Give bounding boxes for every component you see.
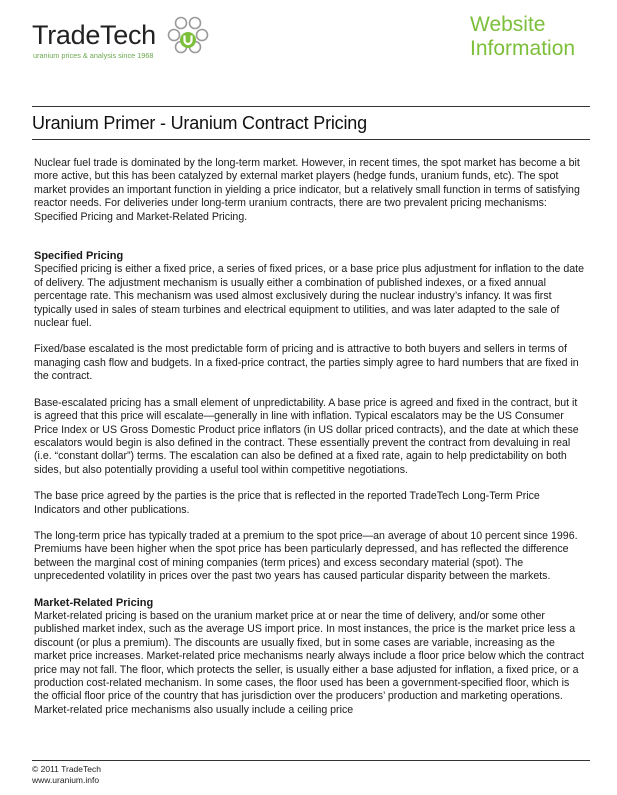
specified-paragraph-3: Base-escalated pricing has a small element of unpredictability. A base price is agreed and fixed in the contract, but it is agreed that this price will escalate—generally in line with inflation. Typical escalators may be the US Consumer Price Index or US Gross Domestic Product price inflators (in US dollar priced contracts), and the date at which these escalators would begin is also defined in the contract. These essentially prevent the contract from devaluing in real (i.e. “constant dollar”) terms. The escalation can also be defined at a fixed rate, again to help predictability on both sides, but also potentially providing a useful tool within competitive negotiations. — [34, 396, 579, 476]
logo-name: TradeTech — [32, 20, 156, 50]
site-info-label — [470, 13, 575, 61]
market-paragraph-1: Market-related pricing is based on the uranium market price at or near the time of delivery, and/or some other published market index, such as the average US import price. In most instances, the price is the market price less a discount (or plus a premium). The discounts are usually fixed, but in some cases are variable, increasing as the market price increases. Market-related price mechanisms nearly always include a floor price below which the contract price may not fall. The floor, which protects the seller, is usually either a base adjusted for inflation, a fixed price, or a production cost-related mechanism. In some cases, the floor used has been a government-specified floor, which is the official floor price of the country that has jurisdiction over the producers’ production and marketing operations. Market-related price mechanisms also usually include a ceiling price — [34, 609, 584, 716]
document-title: Uranium Primer - Uranium Contract Pricing — [32, 113, 367, 133]
footer-website-link[interactable]: www.uranium.info — [32, 775, 100, 785]
specified-paragraph-4: The base price agreed by the parties is the price that is reflected in the reported TradeTech Long-Term Price Indicators and other publications. — [34, 490, 540, 516]
specified-paragraph-2: Fixed/base escalated is the most predictable form of pricing and is attractive to both buyers and sellers in terms of managing cash flow and budgets. In a fixed-price contract, the parties simply agree to hard numbers that are fixed in the contract. — [34, 343, 579, 383]
header-divider — [32, 106, 590, 107]
specified-paragraph-1: Specified pricing is either a fixed price, a series of fixed prices, or a base price plus adjustment for inflation to the date of delivery. The adjustment mechanism is usually either a combination of published indexes, or a fixed annual percentage rate. This mechanism was used almost exclusively during the nuclear industry’s infancy. It was first typically used in sales of steam turbines and electrical equipment to utilities, and was later adapted to the sale of nuclear fuel. — [34, 263, 584, 330]
site-info-line1: Website — [470, 13, 546, 36]
specified-paragraph-5: The long-term price has typically traded at a premium to the spot price—an average of about 10 percent since 1996. Premiums have been higher when the spot price has been particularly depressed, and has reflected the difference between the marginal cost of mining companies (term prices) and excess secondary material (spot). The unprecedented volatility in prices over the past two years has caused particular disparity between the markets. — [34, 529, 578, 583]
intro-paragraph: Nuclear fuel trade is dominated by the long-term market. However, in recent times, the spot market has become a bit more active, but this has been catalyzed by external market players (hedge funds, uranium funds, etc). The spot market provides an important function in yielding a price indicator, but a relatively small function in terms of satisfying reactor needs. For deliveries under long-term uranium contracts, there are two prevalent pricing mechanisms: Specified Pricing and Market-Related Pricing. — [34, 157, 580, 223]
market-related-pricing-heading: Market-Related Pricing — [34, 596, 154, 609]
title-divider — [32, 139, 590, 140]
document-body — [34, 157, 586, 730]
logo-tagline: uranium prices & analysis since 1968 — [33, 51, 154, 60]
page-footer — [32, 764, 101, 786]
site-info-line2: Information — [470, 37, 576, 60]
footer-divider — [32, 760, 590, 761]
page-header — [0, 0, 617, 100]
specified-pricing-heading: Specified Pricing — [34, 250, 124, 263]
tradetech-logo-icon — [166, 14, 210, 58]
spacer — [34, 237, 586, 250]
footer-copyright: © 2011 TradeTech — [32, 764, 101, 774]
